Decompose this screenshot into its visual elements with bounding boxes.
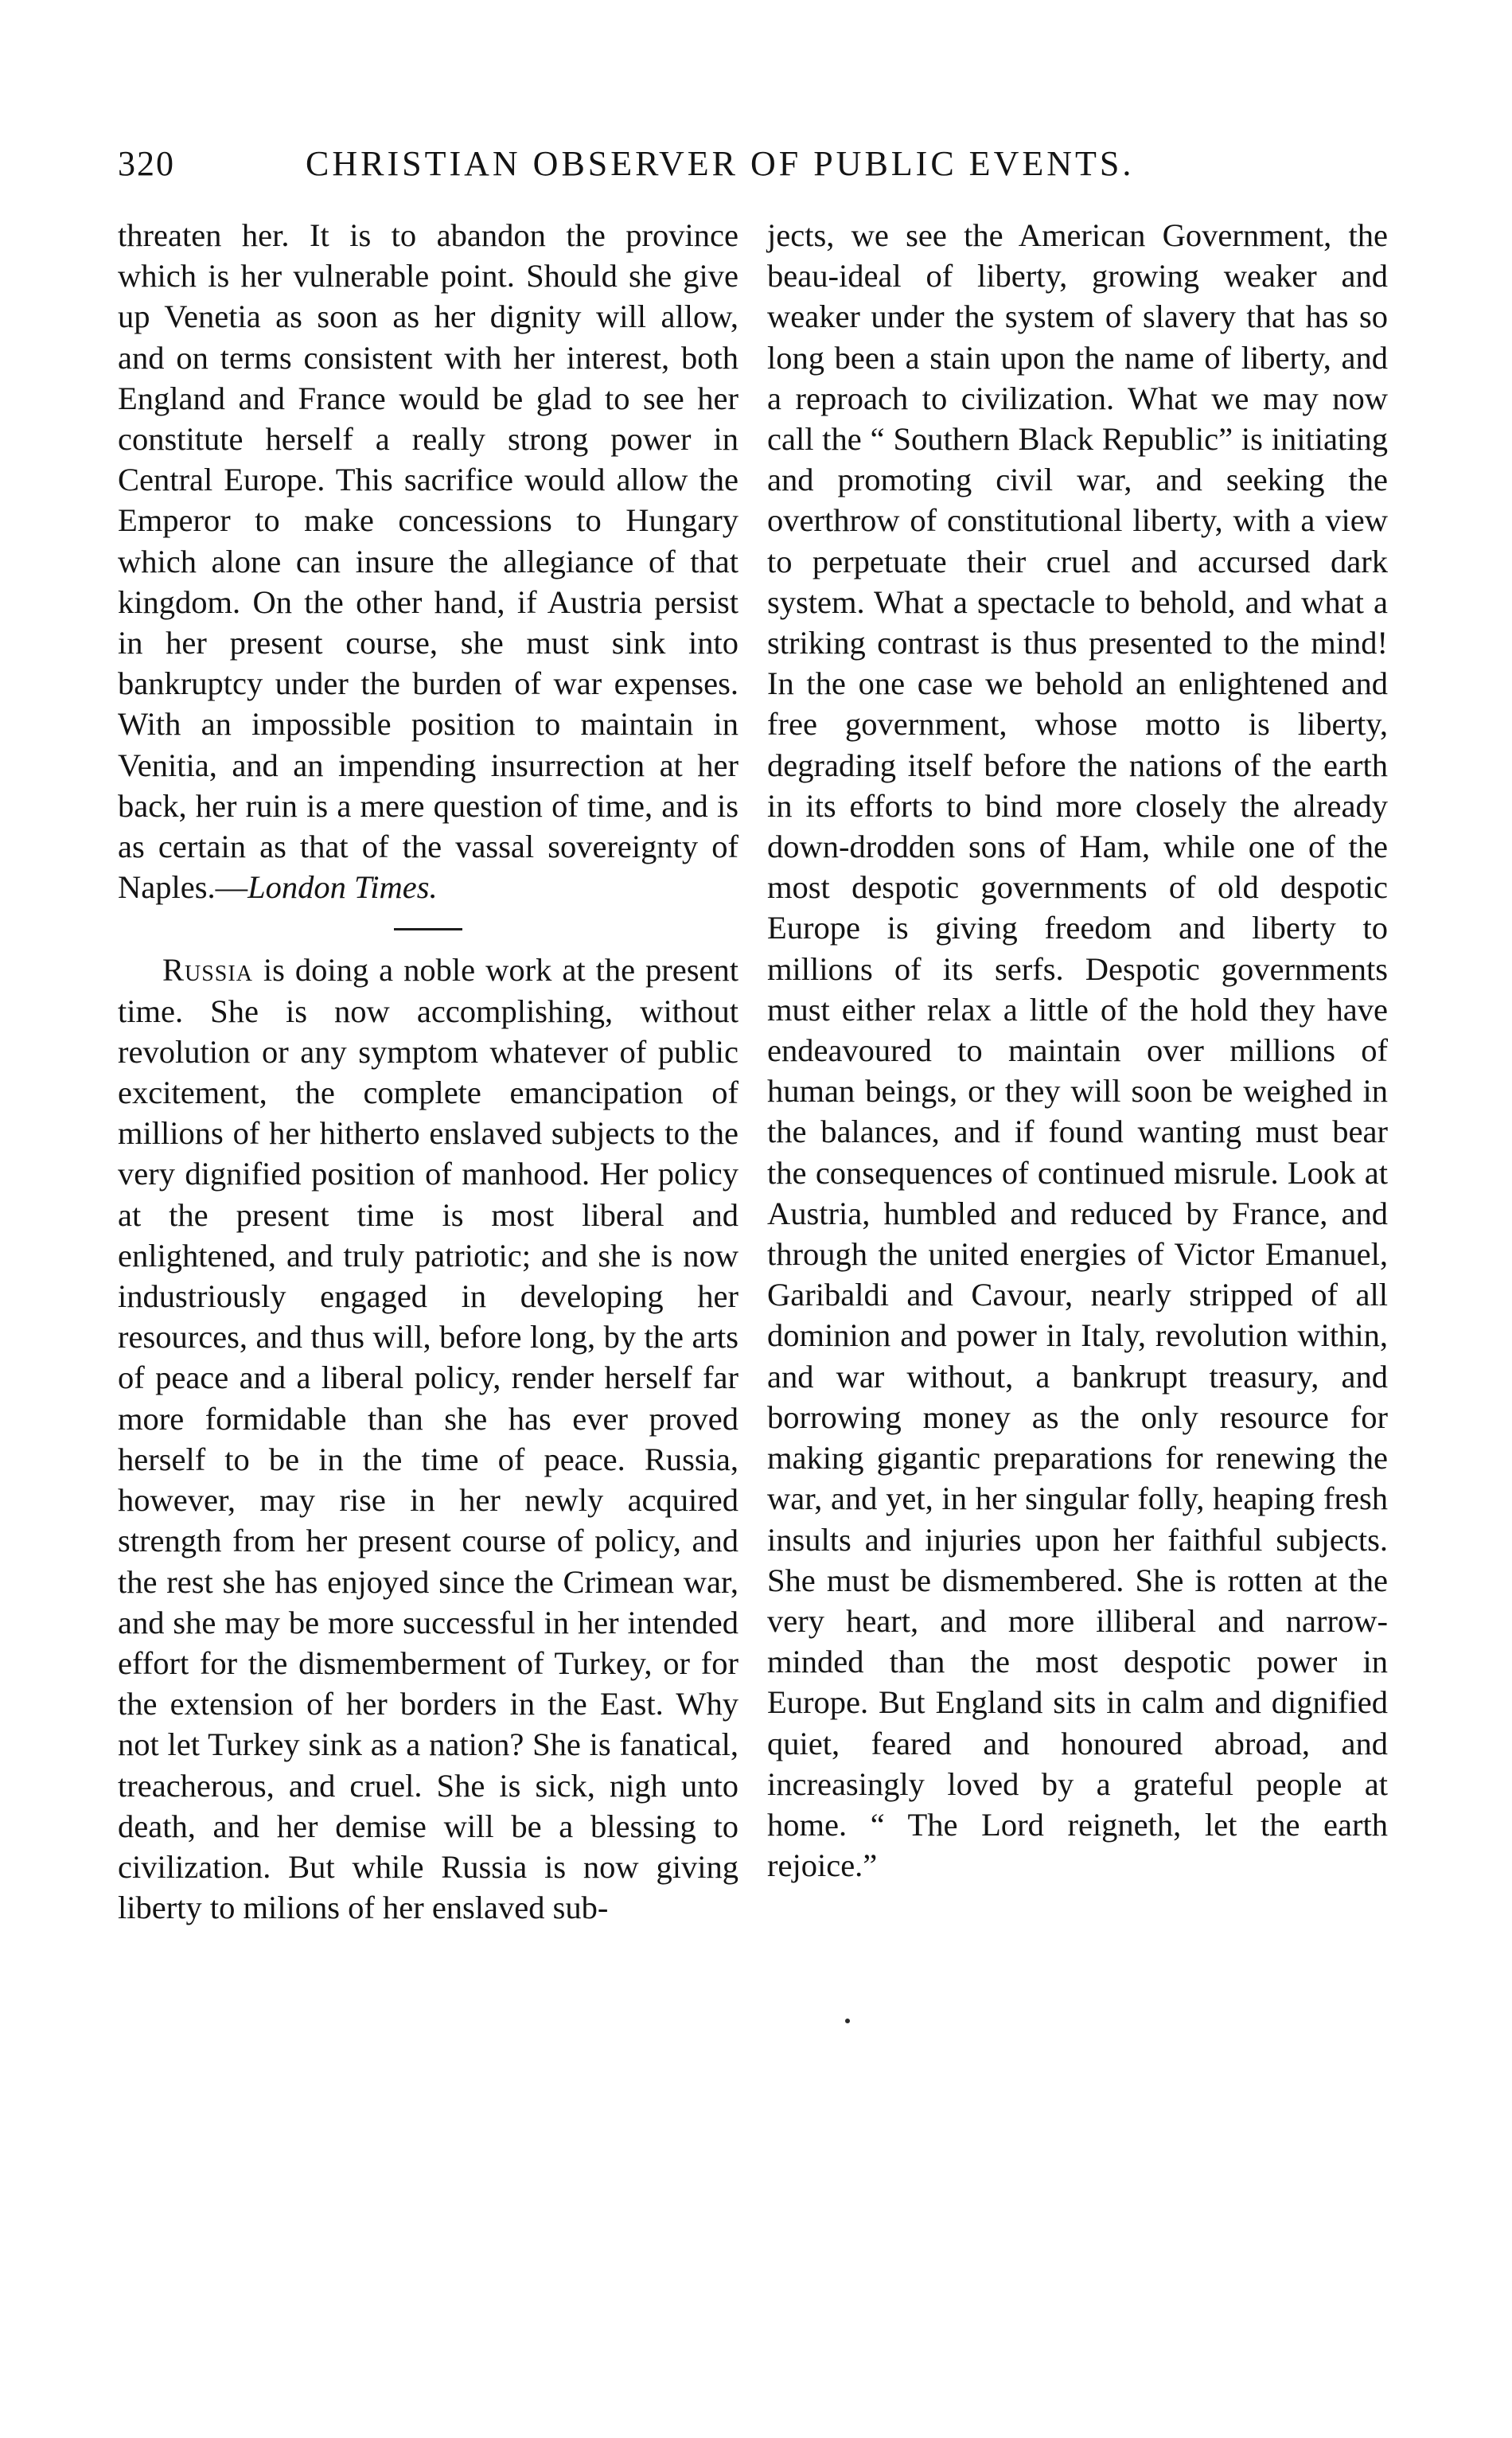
page-number: 320 (118, 144, 175, 183)
document-page (118, 143, 1399, 1926)
russia-lead-word: Russia (162, 952, 253, 989)
russia-paragraph-text: is doing a noble work at the present time. She is now accomplishing, without revolution or any symptom whatever of public excitement, the complete emancipation of millions of her hitherto enslaved subjects to the very dignified position of manhood. Her policy at the present time is most liberal and enlightened, and truly patriotic; and she is now industriously engaged in developing her resources, and thus will, before long, by the arts of peace and a liberal policy, render herself far more formidable than she has ever proved herself to be in the time of peace. Russia, however, may rise in her newly acquired strength from her present course of policy, and the rest she has enjoyed since the Crimean war, and she may be more successful in her intended effort for the dismemberment of Turkey, or for the extension of her borders in the East. Why not let Turkey sink as a nation? She is fanatical, treacherous, and cruel. She is sick, nigh unto death, and her demise will be a blessing to civilization. But while Russia is now giving liberty to milions of her enslaved sub- (118, 952, 738, 1926)
running-title: CHRISTIAN OBSERVER OF PUBLIC EVENTS. (306, 144, 1135, 183)
article-paragraph-austria (118, 215, 738, 907)
section-divider (394, 928, 462, 930)
article-paragraph-continuation: jects, we see the American Government, the beau-ideal of liberty, growing weaker and weaker under the system of slavery that has so long been a stain upon the name of liberty, and a reproach to civilization. What we may now call the “ Southern Black Republic” is initiating and promoting civil war, and seeking the overthrow of constitutional liberty, with a view to perpetuate their cruel and accursed dark system. What a spectacle to behold, and what a striking contrast is thus presented to the mind! In the one case we behold an enlightened and free government, whose motto is liberty, degrading itself before the nations of the earth in its efforts to bind more closely the already down-drodden sons of Ham, while one of the most despotic governments of old despotic Europe is giving freedom and liberty to millions of its serfs. Despotic governments must either relax a little of the hold they have endeavoured to maintain over millions of human beings, or they will soon be weighed in the balances, and if found wanting must bear the consequences of continued misrule. Look at Austria, humbled and reduced by France, and through the united energies of Victor Emanuel, Garibaldi and Cavour, nearly stripped of all dominion and power in Italy, revolution within, and war without, a bankrupt treasury, and borrowing money as the only resource for making gigantic preparations for renewing the war, and yet, in her singular folly, heaping fresh insults and injuries upon her faithful subjects. She must be dismembered. She is rotten at the very heart, and more illiberal and narrow-minded than the most despotic power in Europe. But England sits in calm and dignified quiet, feared and honoured abroad, and increasingly loved by a grateful people at home. “ The Lord reigneth, let the earth rejoice.” (767, 217, 1388, 1884)
left-column (118, 215, 738, 1928)
right-column (767, 215, 1388, 1886)
article-paragraph-russia (118, 950, 738, 1928)
running-header (118, 143, 1399, 191)
print-speck (845, 2019, 850, 2023)
austria-paragraph-text: threaten her. It is to abandon the province which is her vulnerable point. Should she give up Venetia as soon as her dignity will allow, and on terms consistent with her interest, both England and France would be glad to see her constitute herself a really strong power in Central Europe. This sacrifice would allow the Emperor to make concessions to Hungary which alone can insure the allegiance of that kingdom. On the other hand, if Austria persist in her present course, she must sink into bankruptcy under the burden of war expenses. With an impossible position to maintain in Venitia, and an impending insurrection at her back, her ruin is a mere question of time, and is as certain as that of the vassal sovereignty of Naples.— (118, 217, 738, 906)
source-attribution: London Times. (247, 869, 438, 906)
